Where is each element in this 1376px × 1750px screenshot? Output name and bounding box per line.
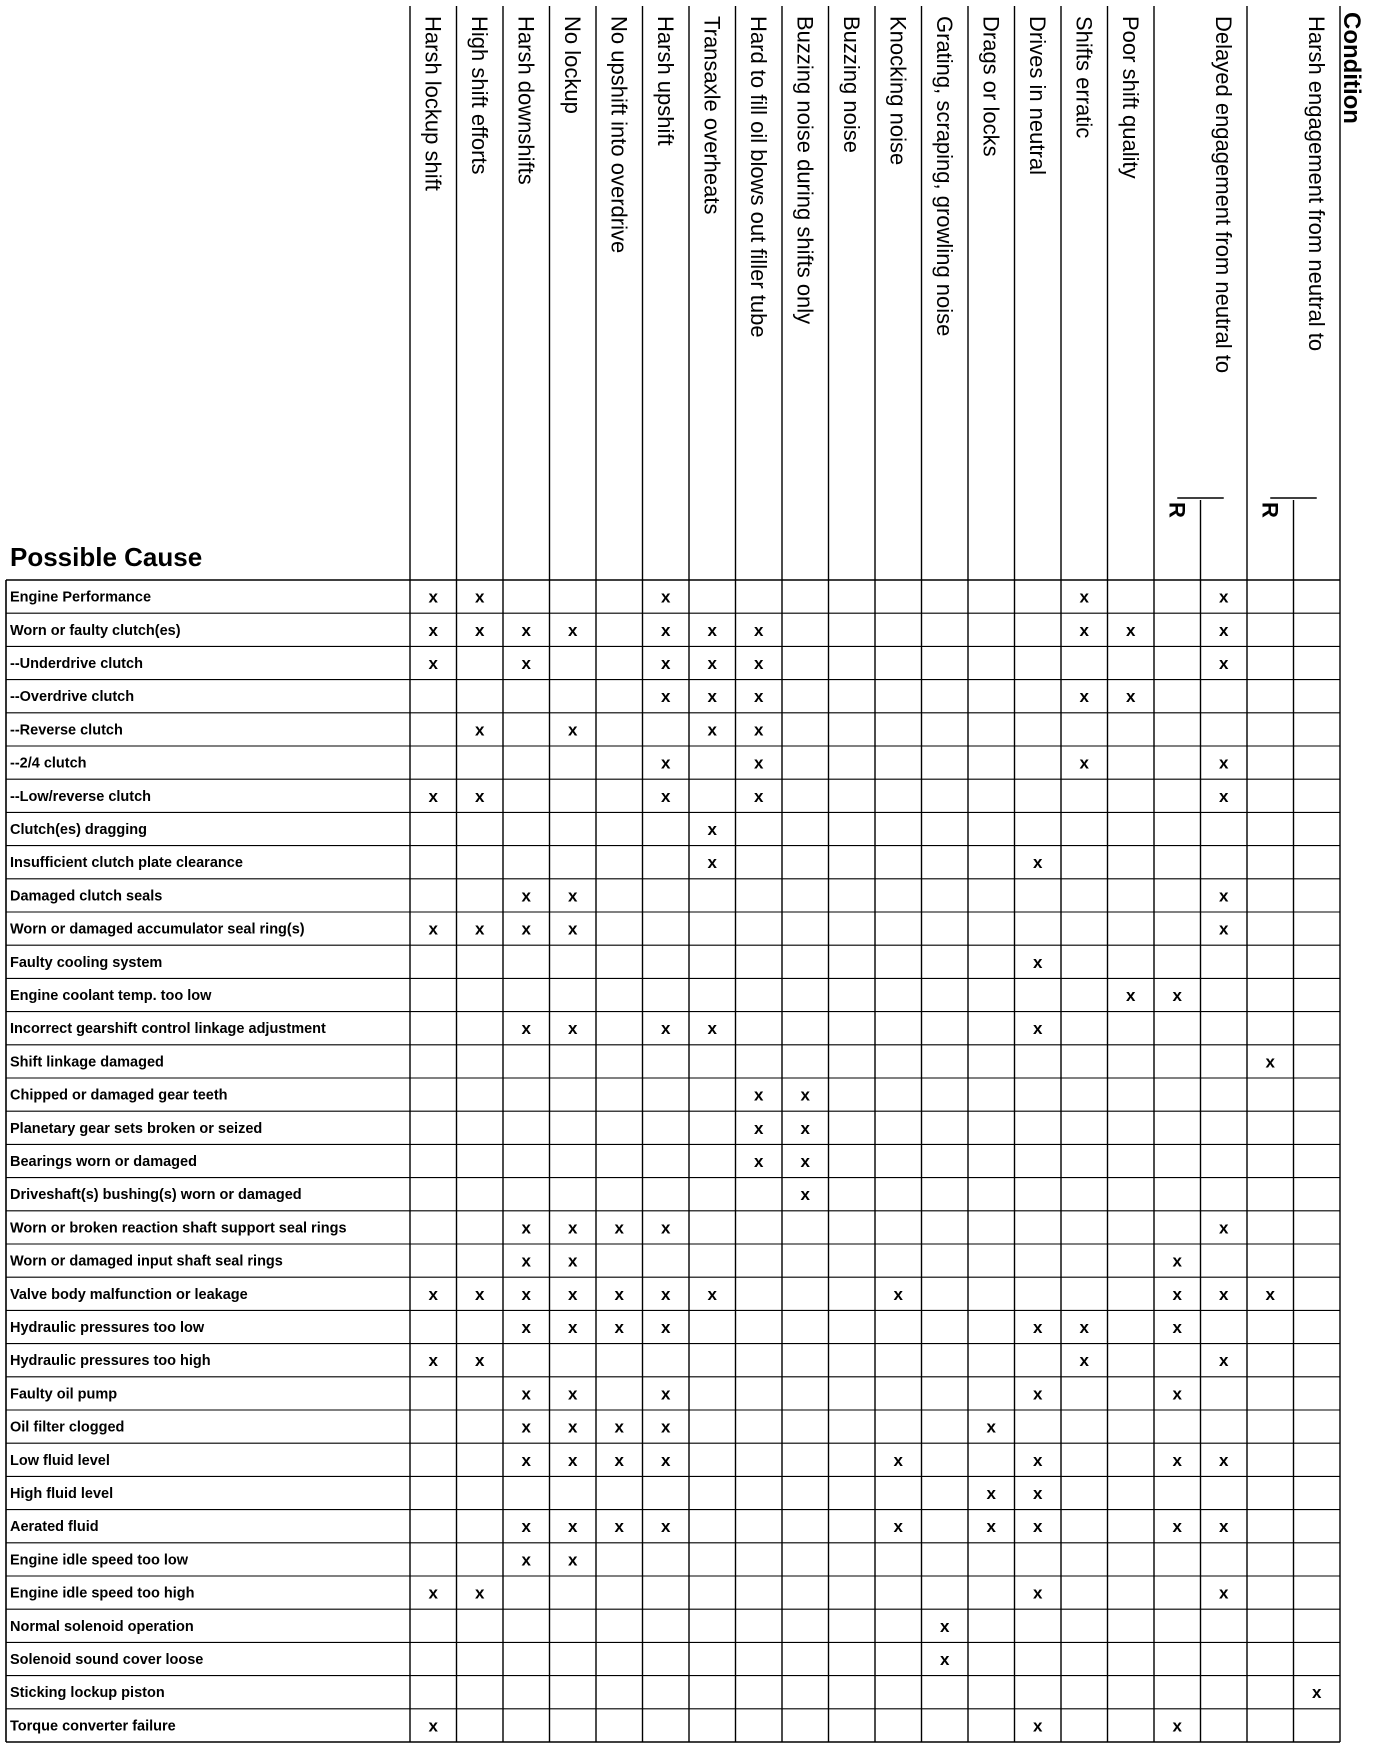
cause-mark: x	[1033, 853, 1043, 873]
column-header: Harsh downshifts	[513, 16, 539, 185]
cause-mark: x	[428, 1351, 438, 1371]
cause-mark: x	[568, 1450, 578, 1470]
cause-mark: x	[1219, 654, 1229, 673]
cause-label: Clutch(es) dragging	[10, 822, 147, 838]
cause-mark: x	[521, 654, 531, 673]
cause-mark: x	[1033, 1484, 1043, 1503]
cause-mark: x	[1219, 1351, 1229, 1371]
column-header: Grating, scraping, growling noise	[931, 16, 957, 337]
cause-mark: x	[521, 886, 531, 906]
cause-mark: x	[1219, 886, 1229, 906]
cause-mark: x	[800, 1085, 810, 1105]
cause-label: Faulty oil pump	[10, 1386, 118, 1403]
cause-mark: x	[568, 1517, 578, 1537]
cause-mark: x	[986, 1517, 996, 1537]
sub-column-header: R	[1257, 502, 1283, 518]
cause-label: Engine idle speed too low	[10, 1552, 189, 1569]
group-header: Delayed engagement from neutral to	[1210, 16, 1236, 374]
cause-mark: x	[707, 687, 717, 707]
cause-label: Worn or damaged accumulator seal ring(s)	[10, 921, 305, 938]
cause-label: --Underdrive clutch	[10, 656, 143, 672]
cause-mark: x	[1033, 1517, 1043, 1537]
column-header: Transaxle overheats	[699, 16, 725, 215]
cause-mark: x	[568, 1218, 578, 1238]
cause-label: Solenoid sound cover loose	[10, 1652, 204, 1668]
cause-label: Bearings worn or damaged	[10, 1154, 197, 1170]
cause-mark: x	[1219, 786, 1229, 806]
cause-mark: x	[1172, 1318, 1182, 1337]
cause-mark: x	[661, 753, 671, 773]
cause-mark: x	[800, 1118, 810, 1138]
cause-mark: x	[568, 1417, 578, 1437]
cause-mark: x	[521, 1284, 531, 1304]
cause-mark: x	[661, 1019, 671, 1039]
cause-mark: x	[1172, 1384, 1182, 1404]
cause-mark: x	[428, 786, 438, 806]
cause-label: High fluid level	[10, 1486, 114, 1502]
cause-label: Insufficient clutch plate clearance	[10, 855, 243, 872]
cause-mark: x	[707, 853, 717, 873]
cause-mark: x	[1079, 587, 1089, 607]
cause-mark: x	[754, 654, 764, 673]
cause-label: Engine coolant temp. too low	[10, 988, 212, 1004]
cause-mark: x	[800, 1185, 810, 1205]
cause-mark: x	[475, 1351, 485, 1371]
cause-mark: x	[521, 1218, 531, 1238]
cause-mark: x	[521, 919, 531, 939]
cause-mark: x	[707, 654, 717, 673]
cause-mark: x	[521, 1251, 531, 1271]
cause-mark: x	[428, 1284, 438, 1304]
cause-mark: x	[1126, 620, 1136, 640]
cause-mark: x	[1126, 687, 1136, 707]
possible-cause-label: Possible Cause	[10, 542, 203, 572]
column-header: Poor shift quality	[1117, 16, 1143, 179]
cause-mark: x	[475, 786, 485, 806]
cause-mark: x	[568, 919, 578, 939]
cause-mark: x	[521, 1384, 531, 1404]
cause-mark: x	[521, 1318, 531, 1337]
cause-mark: x	[1219, 1450, 1229, 1470]
cause-mark: x	[893, 1517, 903, 1537]
cause-label: Worn or broken reaction shaft support seal rings	[10, 1220, 347, 1237]
cause-mark: x	[568, 620, 578, 640]
cause-label: Oil filter clogged	[10, 1419, 125, 1436]
cause-label: Worn or faulty clutch(es)	[10, 622, 181, 639]
cause-mark: x	[1172, 1716, 1182, 1736]
cause-mark: x	[707, 1284, 717, 1304]
cause-mark: x	[568, 1251, 578, 1271]
cause-mark: x	[754, 753, 764, 773]
cause-label: Normal solenoid operation	[10, 1618, 194, 1635]
cause-mark: x	[940, 1650, 950, 1669]
cause-mark: x	[614, 1218, 624, 1238]
cause-mark: x	[568, 886, 578, 906]
cause-mark: x	[661, 687, 671, 707]
cause-label: Torque converter failure	[10, 1718, 176, 1735]
cause-mark: x	[754, 720, 764, 740]
cause-mark: x	[661, 1284, 671, 1304]
cause-mark: x	[707, 1019, 717, 1039]
column-header: Buzzing noise	[838, 16, 864, 153]
cause-label: Planetary gear sets broken or seized	[10, 1120, 263, 1137]
cause-mark: x	[661, 1417, 671, 1437]
cause-mark: x	[1172, 1284, 1182, 1304]
cause-mark: x	[475, 1284, 485, 1304]
cause-mark: x	[661, 1384, 671, 1404]
column-header: Harsh lockup shift	[420, 16, 446, 191]
cause-mark: x	[1219, 1218, 1229, 1238]
cause-label: Valve body malfunction or leakage	[10, 1286, 248, 1303]
column-header: Shifts erratic	[1071, 16, 1097, 139]
cause-mark: x	[1219, 620, 1229, 640]
cause-mark: x	[1172, 1251, 1182, 1271]
cause-mark: x	[521, 1450, 531, 1470]
cause-mark: x	[661, 1318, 671, 1337]
cause-mark: x	[1079, 1351, 1089, 1371]
cause-mark: x	[568, 1384, 578, 1404]
cause-mark: x	[754, 786, 764, 806]
column-header: Harsh upshift	[652, 16, 678, 146]
cause-mark: x	[475, 1583, 485, 1603]
cause-mark: x	[986, 1484, 996, 1503]
cause-mark: x	[754, 620, 764, 640]
cause-label: Worn or damaged input shaft seal rings	[10, 1253, 283, 1270]
cause-label: Low fluid level	[10, 1452, 110, 1469]
cause-mark: x	[707, 720, 717, 740]
cause-label: Damaged clutch seals	[10, 888, 163, 905]
cause-mark: x	[661, 654, 671, 673]
cause-label: Hydraulic pressures too high	[10, 1353, 211, 1370]
cause-label: --Reverse clutch	[10, 722, 123, 739]
cause-mark: x	[475, 620, 485, 640]
cause-mark: x	[893, 1450, 903, 1470]
cause-label: Sticking lockup piston	[10, 1685, 165, 1702]
cause-mark: x	[1033, 1583, 1043, 1603]
cause-mark: x	[428, 654, 438, 673]
column-header: High shift efforts	[466, 16, 492, 175]
cause-mark: x	[614, 1417, 624, 1437]
cause-label: Incorrect gearshift control linkage adjustment	[10, 1021, 326, 1038]
cause-mark: x	[568, 1019, 578, 1039]
cause-mark: x	[614, 1318, 624, 1337]
cause-mark: x	[707, 820, 717, 839]
cause-mark: x	[1033, 952, 1043, 972]
cause-mark: x	[986, 1417, 996, 1437]
cause-mark: x	[661, 620, 671, 640]
cause-label: Engine Performance	[10, 589, 152, 606]
condition-label: Condition	[1338, 12, 1365, 124]
cause-mark: x	[1079, 620, 1089, 640]
cause-mark: x	[661, 1517, 671, 1537]
cause-mark: x	[754, 1118, 764, 1138]
cause-mark: x	[1033, 1384, 1043, 1404]
cause-mark: x	[568, 1318, 578, 1337]
cause-mark: x	[521, 1019, 531, 1039]
cause-mark: x	[1172, 986, 1182, 1005]
cause-mark: x	[1033, 1019, 1043, 1039]
cause-label: --Low/reverse clutch	[10, 788, 152, 805]
cause-mark: x	[568, 1550, 578, 1570]
cause-mark: x	[661, 1218, 671, 1238]
cause-mark: x	[428, 1716, 438, 1736]
cause-mark: x	[1219, 753, 1229, 773]
cause-mark: x	[1079, 687, 1089, 707]
cause-mark: x	[521, 1550, 531, 1570]
cause-mark: x	[1126, 986, 1136, 1005]
cause-mark: x	[1219, 919, 1229, 939]
cause-mark: x	[1033, 1318, 1043, 1337]
cause-label: Engine idle speed too high	[10, 1585, 195, 1602]
cause-mark: x	[1265, 1052, 1275, 1072]
cause-mark: x	[428, 1583, 438, 1603]
column-header: No lockup	[559, 16, 585, 114]
sub-column-header: R	[1164, 502, 1190, 518]
cause-mark: x	[1172, 1517, 1182, 1537]
cause-mark: x	[475, 919, 485, 939]
cause-mark: x	[940, 1616, 950, 1636]
cause-mark: x	[614, 1517, 624, 1537]
cause-label: Shift linkage damaged	[10, 1054, 164, 1071]
cause-mark: x	[1079, 1318, 1089, 1337]
cause-label: Hydraulic pressures too low	[10, 1320, 205, 1336]
cause-mark: x	[1312, 1683, 1322, 1703]
cause-mark: x	[893, 1284, 903, 1304]
cause-mark: x	[661, 786, 671, 806]
cause-mark: x	[1219, 1517, 1229, 1537]
cause-mark: x	[475, 587, 485, 607]
cause-label: Aerated fluid	[10, 1519, 99, 1536]
cause-label: --2/4 clutch	[10, 755, 87, 772]
column-header: No upshift into overdrive	[606, 16, 632, 254]
cause-label: Driveshaft(s) bushing(s) worn or damaged	[10, 1187, 302, 1204]
cause-mark: x	[754, 1085, 764, 1105]
cause-mark: x	[661, 587, 671, 607]
cause-mark: x	[521, 1417, 531, 1437]
cause-mark: x	[800, 1152, 810, 1171]
cause-mark: x	[1033, 1716, 1043, 1736]
cause-mark: x	[1219, 1583, 1229, 1603]
cause-mark: x	[1172, 1450, 1182, 1470]
cause-mark: x	[568, 1284, 578, 1304]
cause-mark: x	[475, 720, 485, 740]
cause-mark: x	[614, 1450, 624, 1470]
cause-label: Faulty cooling system	[10, 954, 163, 971]
cause-label: Chipped or damaged gear teeth	[10, 1087, 228, 1104]
cause-mark: x	[1265, 1284, 1275, 1304]
cause-mark: x	[521, 1517, 531, 1537]
cause-mark: x	[707, 620, 717, 640]
cause-mark: x	[1219, 1284, 1229, 1304]
group-header: Harsh engagement from neutral to	[1303, 16, 1329, 352]
cause-mark: x	[521, 620, 531, 640]
cause-mark: x	[428, 587, 438, 607]
cause-mark: x	[1079, 753, 1089, 773]
column-header: Hard to fill oil blows out filler tube	[745, 16, 771, 338]
cause-mark: x	[428, 620, 438, 640]
cause-mark: x	[614, 1284, 624, 1304]
cause-mark: x	[1219, 587, 1229, 607]
cause-mark: x	[754, 687, 764, 707]
cause-mark: x	[754, 1152, 764, 1171]
column-header: Drives in neutral	[1024, 16, 1050, 175]
column-header: Drags or locks	[978, 16, 1004, 157]
cause-mark: x	[1033, 1450, 1043, 1470]
cause-mark: x	[661, 1450, 671, 1470]
column-header: Buzzing noise during shifts only	[792, 16, 818, 325]
cause-mark: x	[568, 720, 578, 740]
cause-label: --Overdrive clutch	[10, 689, 135, 706]
cause-mark: x	[428, 919, 438, 939]
column-header: Knocking noise	[885, 16, 911, 166]
